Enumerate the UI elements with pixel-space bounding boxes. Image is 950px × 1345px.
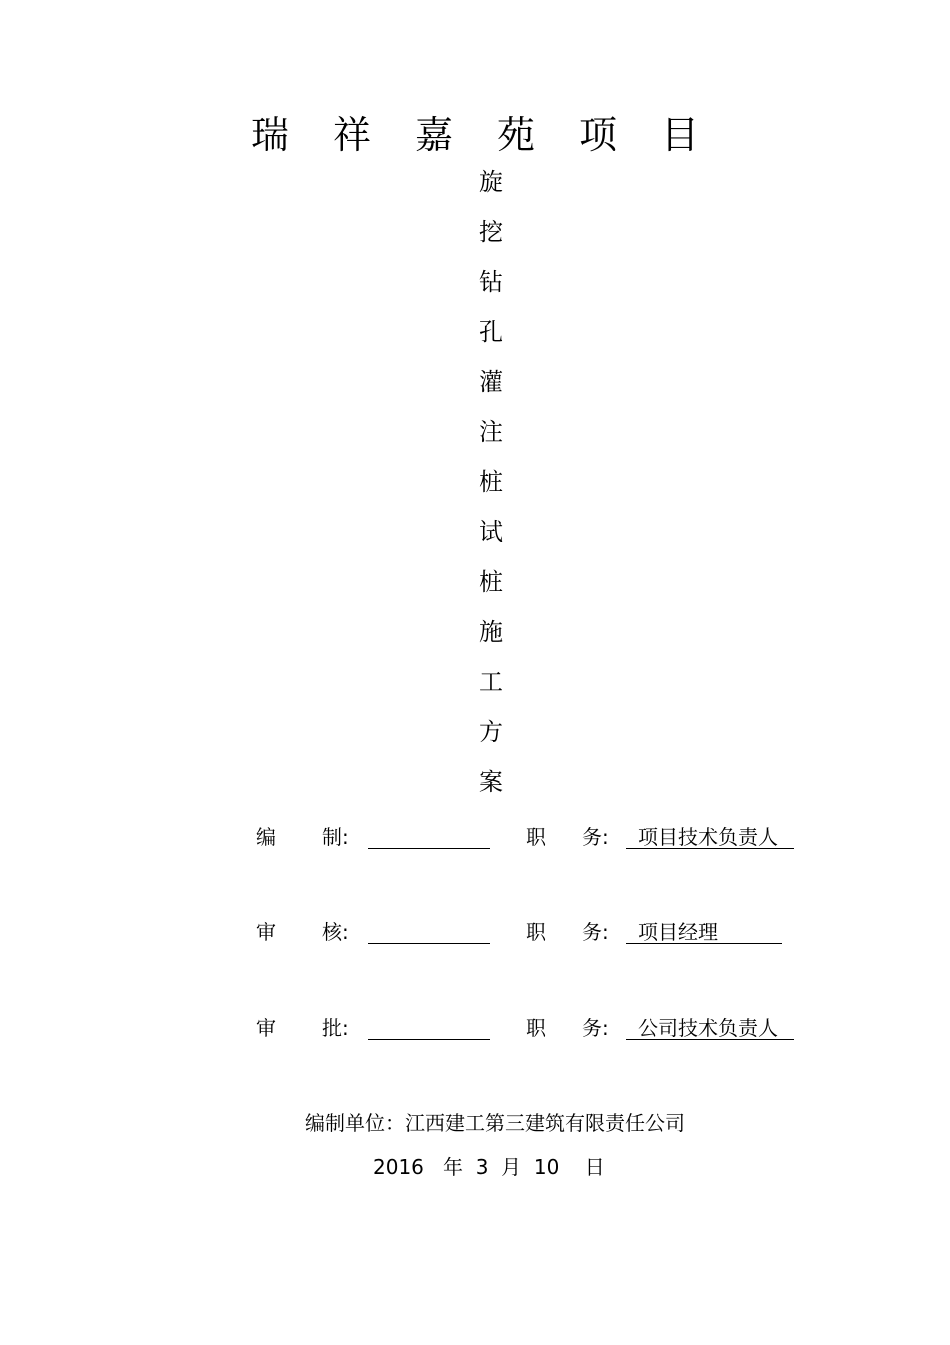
duty-label-char: 职 [526,1016,546,1040]
duty-label-char: 职 [526,920,546,944]
date-day-label: 日 [584,1155,605,1179]
signature-row-approve [0,1013,950,1043]
signature-line [368,1039,490,1040]
title-char: 钻 [479,268,503,296]
title-char: 工 [479,668,503,696]
signature-row-review [0,917,950,947]
signature-row-compile [0,822,950,852]
title-char: 挖 [479,218,503,246]
title-char: 桩 [479,468,503,496]
title-char: 旋 [479,168,503,196]
signature-line [368,848,490,849]
duty-value: 项目技术负责人 [638,825,778,849]
duty-value: 项目经理 [638,920,718,944]
document-title-vertical [476,162,506,812]
title-char: 孔 [479,318,503,346]
title-char: 方 [479,718,503,746]
role-label-char: 核: [322,920,349,944]
title-char: 桩 [479,568,503,596]
compiling-unit: 编制单位：江西建工第三建筑有限责任公司 [305,1111,685,1135]
document-date [373,1152,605,1182]
project-title-char: 苑 [497,113,536,157]
duty-value: 公司技术负责人 [638,1016,778,1040]
signature-line [368,943,490,944]
date-day: 10 [533,1155,560,1179]
project-title-char: 瑞 [250,113,289,157]
title-char: 注 [479,418,503,446]
date-year-label: 年 [442,1155,463,1179]
project-title [0,108,950,162]
role-label-char: 制: [322,825,349,849]
title-char: 施 [479,618,503,646]
project-title-char: 嘉 [414,113,453,157]
role-label-char: 审 [256,920,276,944]
duty-label-char: 职 [526,825,546,849]
title-char: 案 [479,768,503,796]
project-title-char: 祥 [332,113,371,157]
role-label-char: 编 [256,825,276,849]
role-label-char: 审 [256,1016,276,1040]
project-title-char: 项 [579,113,618,157]
title-char: 灌 [479,368,503,396]
duty-label-char: 务: [582,825,609,849]
date-year: 2016 [373,1155,424,1179]
duty-label-char: 务: [582,1016,609,1040]
role-label-char: 批: [322,1016,349,1040]
project-title-char: 目 [661,113,700,157]
title-char: 试 [479,518,503,546]
duty-label-char: 务: [582,920,609,944]
date-month-label: 月 [501,1155,522,1179]
date-month: 3 [475,1155,489,1179]
